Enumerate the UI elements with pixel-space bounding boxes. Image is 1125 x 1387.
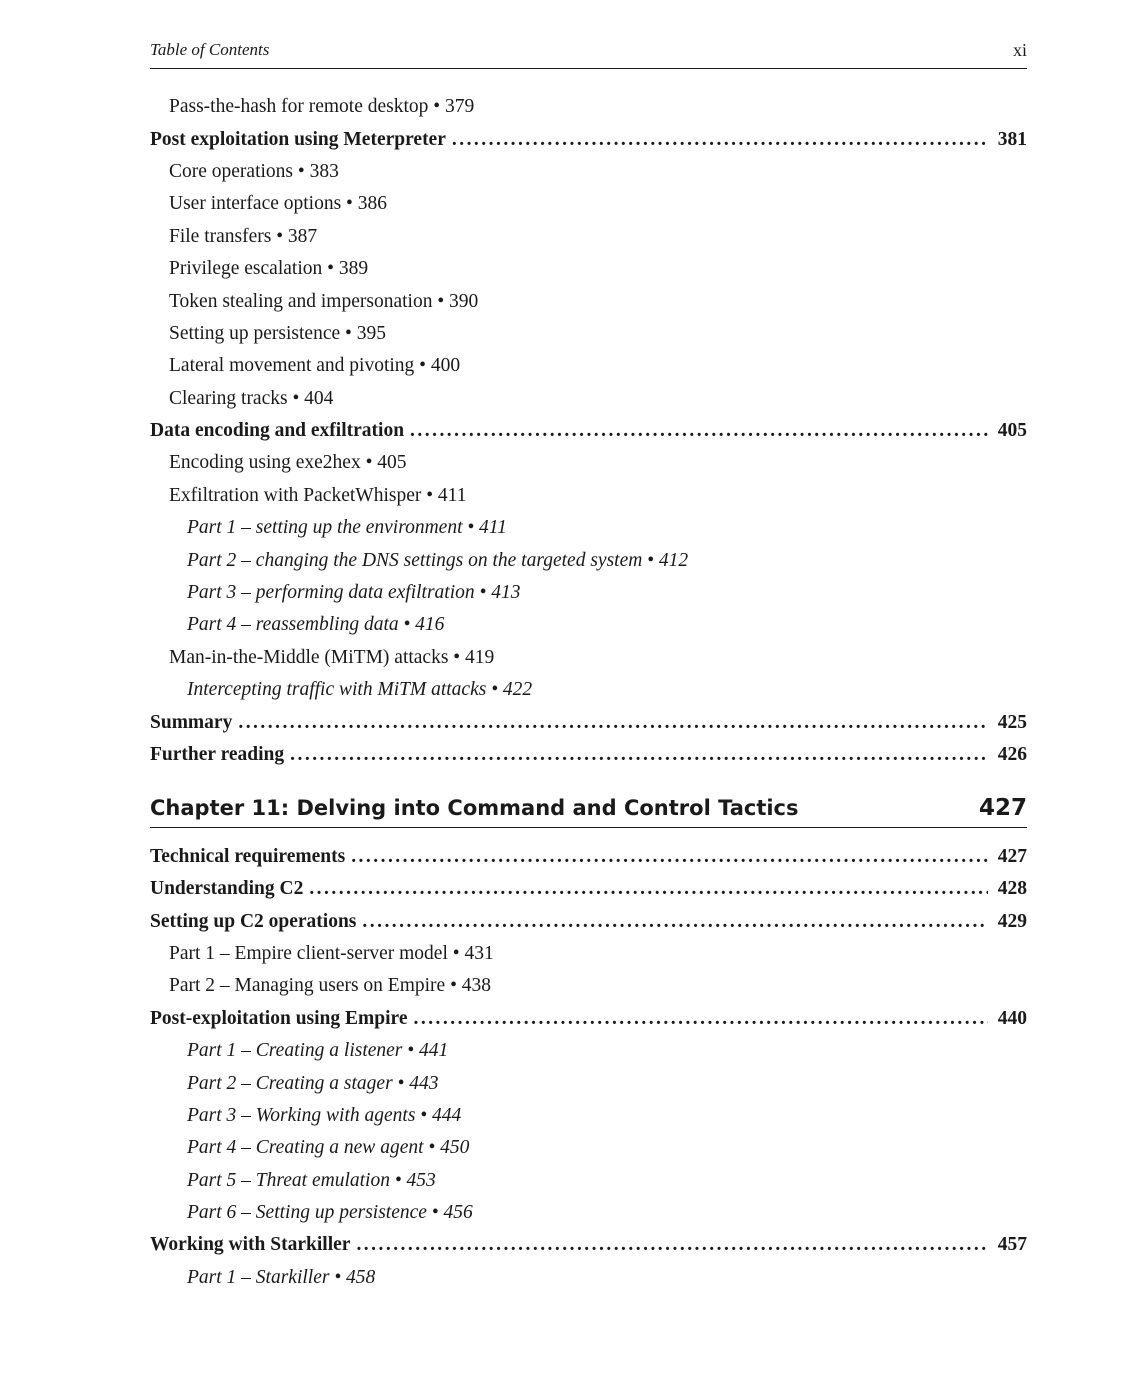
toc-entry-subsection[interactable]: Encoding using exe2hex • 405 [169, 452, 407, 473]
toc-entry-subsubsection[interactable]: Part 1 – Creating a listener • 441 [187, 1040, 449, 1061]
toc-entry-page: 457 [997, 1234, 1027, 1255]
toc-entry-subsection[interactable]: Token stealing and impersonation • 390 [169, 291, 479, 312]
toc-entry-subsubsection[interactable]: Part 4 – Creating a new agent • 450 [187, 1137, 470, 1158]
dot-leader [290, 741, 988, 769]
running-head-title: Table of Contents [150, 40, 270, 59]
toc-entry-page: 427 [997, 846, 1027, 867]
toc-entry-subsubsection[interactable]: Intercepting traffic with MiTM attacks • 422 [187, 679, 533, 700]
toc-entry-page: 405 [997, 420, 1027, 441]
toc-entry-label: Post-exploitation using Empire [150, 1008, 408, 1029]
toc-entry-label: Working with Starkiller [150, 1234, 351, 1255]
toc-entry-section[interactable] [150, 1231, 1027, 1259]
toc-entry-subsection[interactable]: Lateral movement and pivoting • 400 [169, 355, 461, 376]
toc-entry-subsubsection[interactable]: Part 2 – changing the DNS settings on the targeted system • 412 [187, 550, 689, 571]
toc-entry-section[interactable] [150, 1005, 1027, 1033]
running-head [150, 38, 1027, 69]
toc-entry-label: Setting up C2 operations [150, 911, 357, 932]
toc-entry-label: Technical requirements [150, 846, 346, 867]
chapter-heading[interactable] [150, 794, 1027, 828]
dot-leader [452, 126, 988, 154]
toc-entry-section[interactable] [150, 875, 1027, 903]
toc-entry-page: 426 [997, 744, 1027, 765]
dot-leader [309, 875, 987, 903]
dot-leader [414, 1005, 988, 1033]
toc-entry-subsection[interactable]: Exfiltration with PacketWhisper • 411 [169, 485, 467, 506]
chapter-title: Chapter 11: Delving into Command and Control Tactics [150, 796, 799, 820]
dot-leader [362, 908, 987, 936]
toc-entry-label: Data encoding and exfiltration [150, 420, 405, 441]
toc-entry-subsection[interactable]: Part 1 – Empire client-server model • 431 [169, 943, 494, 964]
toc-entry-section[interactable] [150, 709, 1027, 737]
toc-entry-page: 429 [997, 911, 1027, 932]
toc-entry-label: Further reading [150, 744, 285, 765]
dot-leader [356, 1231, 987, 1259]
toc-entry-subsection[interactable]: Pass-the-hash for remote desktop • 379 [169, 96, 475, 117]
toc-entry-section[interactable] [150, 908, 1027, 936]
toc-entry-subsubsection[interactable]: Part 1 – Starkiller • 458 [187, 1267, 376, 1288]
toc-entry-subsection[interactable]: File transfers • 387 [169, 226, 318, 247]
toc-entry-page: 440 [997, 1008, 1027, 1029]
toc-entry-subsubsection[interactable]: Part 5 – Threat emulation • 453 [187, 1170, 436, 1191]
toc-entry-subsection[interactable]: Part 2 – Managing users on Empire • 438 [169, 975, 492, 996]
dot-leader [238, 709, 987, 737]
toc-entry-subsubsection[interactable]: Part 1 – setting up the environment • 411 [187, 517, 507, 538]
toc-entry-page: 381 [997, 129, 1027, 150]
toc-entry-subsection[interactable]: Clearing tracks • 404 [169, 388, 334, 409]
toc-entry-section[interactable] [150, 126, 1027, 154]
toc-entry-subsubsection[interactable]: Part 4 – reassembling data • 416 [187, 614, 445, 635]
toc-entry-subsection[interactable]: Setting up persistence • 395 [169, 323, 386, 344]
toc-entry-label: Understanding C2 [150, 878, 304, 899]
toc-entry-subsubsection[interactable]: Part 3 – Working with agents • 444 [187, 1105, 462, 1126]
toc-entry-section[interactable] [150, 741, 1027, 769]
chapter-page: 427 [978, 795, 1027, 821]
toc-entry-subsubsection[interactable]: Part 3 – performing data exfiltration • 413 [187, 582, 521, 603]
toc-entry-section[interactable] [150, 843, 1027, 871]
toc-entry-label: Summary [150, 712, 233, 733]
toc-entry-section[interactable] [150, 417, 1027, 445]
toc-entry-subsection[interactable]: Man-in-the-Middle (MiTM) attacks • 419 [169, 647, 495, 668]
toc-entry-page: 428 [997, 878, 1027, 899]
dot-leader [410, 417, 988, 445]
toc-entry-page: 425 [997, 712, 1027, 733]
toc-entry-subsection[interactable]: User interface options • 386 [169, 193, 388, 214]
toc-entry-subsubsection[interactable]: Part 6 – Setting up persistence • 456 [187, 1202, 473, 1223]
dot-leader [351, 843, 988, 871]
toc-entry-label: Post exploitation using Meterpreter [150, 129, 446, 150]
toc-entry-subsubsection[interactable]: Part 2 – Creating a stager • 443 [187, 1073, 439, 1094]
toc-entry-subsection[interactable]: Privilege escalation • 389 [169, 258, 369, 279]
toc-entry-subsection[interactable]: Core operations • 383 [169, 161, 339, 182]
page-number: xi [1012, 40, 1027, 60]
